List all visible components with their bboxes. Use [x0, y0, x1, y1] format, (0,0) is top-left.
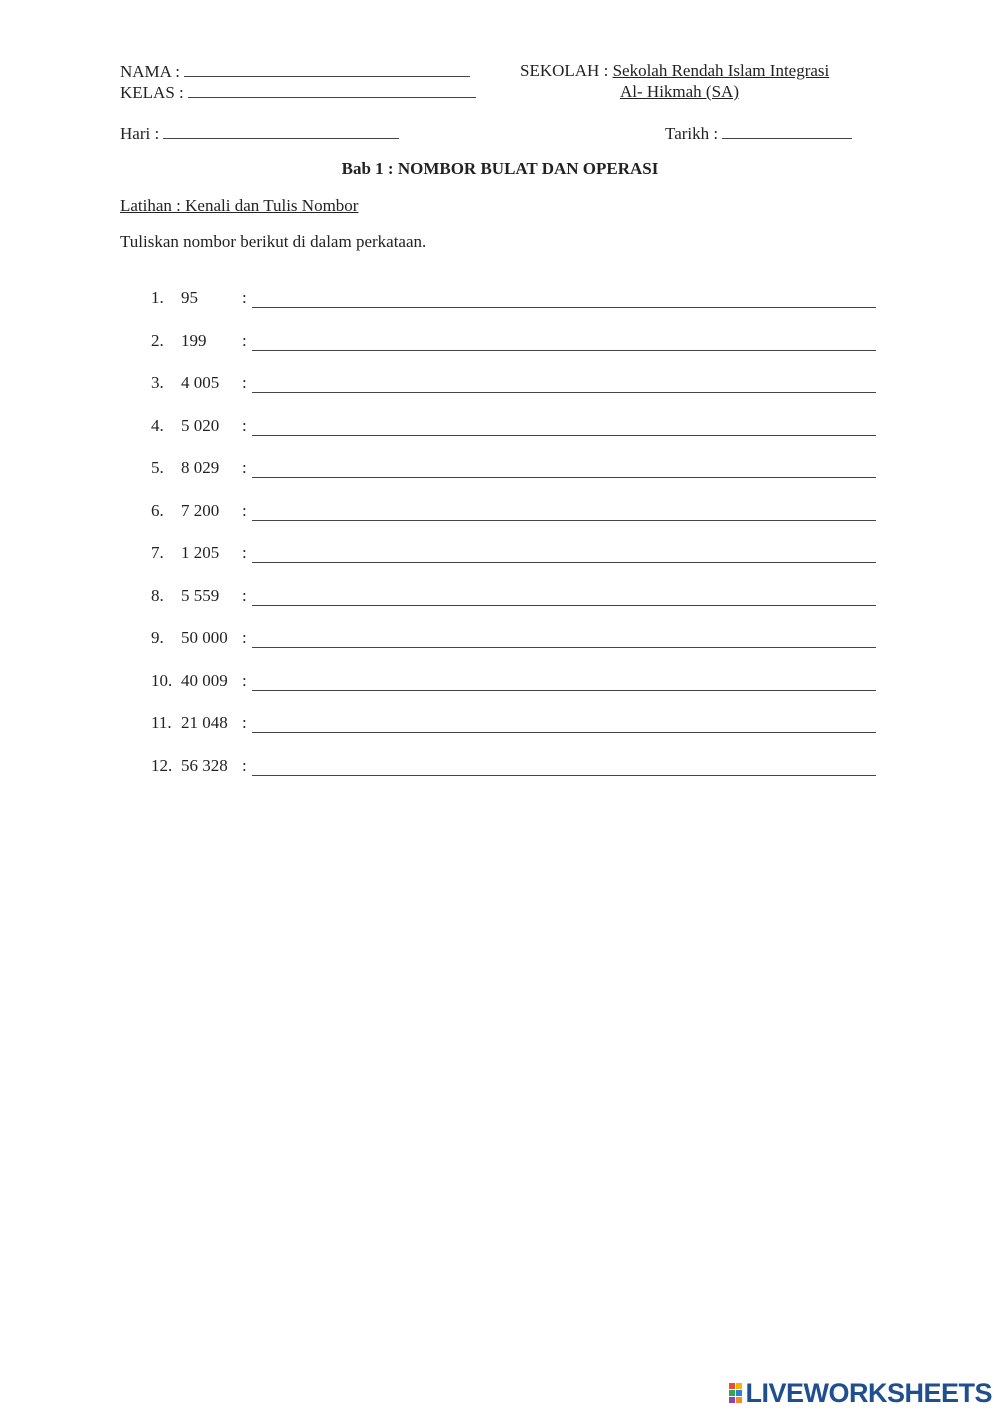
question-colon: :	[242, 416, 247, 435]
question-row	[151, 543, 876, 563]
question-number: 6.	[151, 501, 164, 520]
question-value: 5 020	[181, 416, 220, 435]
date-blank[interactable]	[722, 123, 852, 139]
date-field	[665, 123, 852, 144]
school-label: SEKOLAH :	[520, 61, 609, 80]
question-colon: :	[242, 501, 247, 520]
answer-line[interactable]	[252, 647, 876, 648]
question-number: 1.	[151, 288, 164, 307]
question-value: 1 205	[181, 543, 220, 562]
answer-line[interactable]	[252, 392, 876, 393]
day-blank[interactable]	[163, 123, 399, 139]
logo-block	[736, 1383, 742, 1389]
answer-line[interactable]	[252, 690, 876, 691]
date-label: Tarikh :	[665, 124, 719, 143]
instruction-text: Tuliskan nombor berikut di dalam perkataan.	[120, 232, 427, 251]
question-colon: :	[242, 628, 247, 647]
logo-block	[729, 1390, 735, 1396]
question-colon: :	[242, 756, 247, 775]
question-row	[151, 756, 876, 776]
question-number: 2.	[151, 331, 164, 350]
question-value: 50 000	[181, 628, 228, 647]
question-number: 5.	[151, 458, 164, 477]
class-label: KELAS :	[120, 83, 184, 102]
class-field	[120, 82, 476, 103]
question-colon: :	[242, 671, 247, 690]
day-label: Hari :	[120, 124, 160, 143]
question-value: 21 048	[181, 713, 228, 732]
answer-line[interactable]	[252, 520, 876, 521]
question-colon: :	[242, 586, 247, 605]
question-number: 12.	[151, 756, 173, 775]
question-number: 9.	[151, 628, 164, 647]
question-row	[151, 671, 876, 691]
answer-line[interactable]	[252, 605, 876, 606]
question-number: 8.	[151, 586, 164, 605]
question-number: 3.	[151, 373, 164, 392]
answer-line[interactable]	[252, 350, 876, 351]
question-value: 95	[181, 288, 198, 307]
answer-line[interactable]	[252, 435, 876, 436]
exercise-title: Latihan : Kenali dan Tulis Nombor	[120, 196, 359, 215]
liveworksheets-logo-icon	[729, 1383, 742, 1403]
page-title: Bab 1 : NOMBOR BULAT DAN OPERASI	[341, 159, 659, 178]
answer-line[interactable]	[252, 775, 876, 776]
logo-block	[729, 1383, 735, 1389]
question-row	[151, 628, 876, 648]
school-field	[520, 61, 829, 81]
question-colon: :	[242, 543, 247, 562]
question-value: 56 328	[181, 756, 228, 775]
liveworksheets-watermark	[729, 1377, 992, 1408]
question-number: 4.	[151, 416, 164, 435]
question-value: 4 005	[181, 373, 220, 392]
school-name-line2: Al- Hikmah (SA)	[620, 82, 739, 101]
question-colon: :	[242, 373, 247, 392]
name-label: NAMA :	[120, 62, 180, 81]
question-number: 7.	[151, 543, 164, 562]
answer-line[interactable]	[252, 732, 876, 733]
school-name-line1: Sekolah Rendah Islam Integrasi	[612, 61, 830, 80]
question-row	[151, 373, 876, 393]
question-row	[151, 501, 876, 521]
name-blank[interactable]	[184, 61, 470, 77]
logo-block	[736, 1390, 742, 1396]
question-colon: :	[242, 713, 247, 732]
question-value: 40 009	[181, 671, 228, 690]
question-value: 199	[181, 331, 207, 350]
question-value: 7 200	[181, 501, 220, 520]
question-colon: :	[242, 458, 247, 477]
question-colon: :	[242, 288, 247, 307]
logo-block	[729, 1397, 735, 1403]
question-row	[151, 458, 876, 478]
day-field	[120, 123, 399, 144]
question-row	[151, 586, 876, 606]
answer-line[interactable]	[252, 562, 876, 563]
answer-line[interactable]	[252, 477, 876, 478]
logo-block	[736, 1397, 742, 1403]
question-number: 10.	[151, 671, 173, 690]
question-row	[151, 416, 876, 436]
name-field	[120, 61, 470, 82]
question-row	[151, 713, 876, 733]
question-colon: :	[242, 331, 247, 350]
question-value: 5 559	[181, 586, 220, 605]
class-blank[interactable]	[188, 82, 476, 98]
question-value: 8 029	[181, 458, 220, 477]
answer-line[interactable]	[252, 307, 876, 308]
question-row	[151, 331, 876, 351]
question-number: 11.	[151, 713, 172, 732]
liveworksheets-text: LIVEWORKSHEETS	[745, 1377, 992, 1408]
question-row	[151, 288, 876, 308]
